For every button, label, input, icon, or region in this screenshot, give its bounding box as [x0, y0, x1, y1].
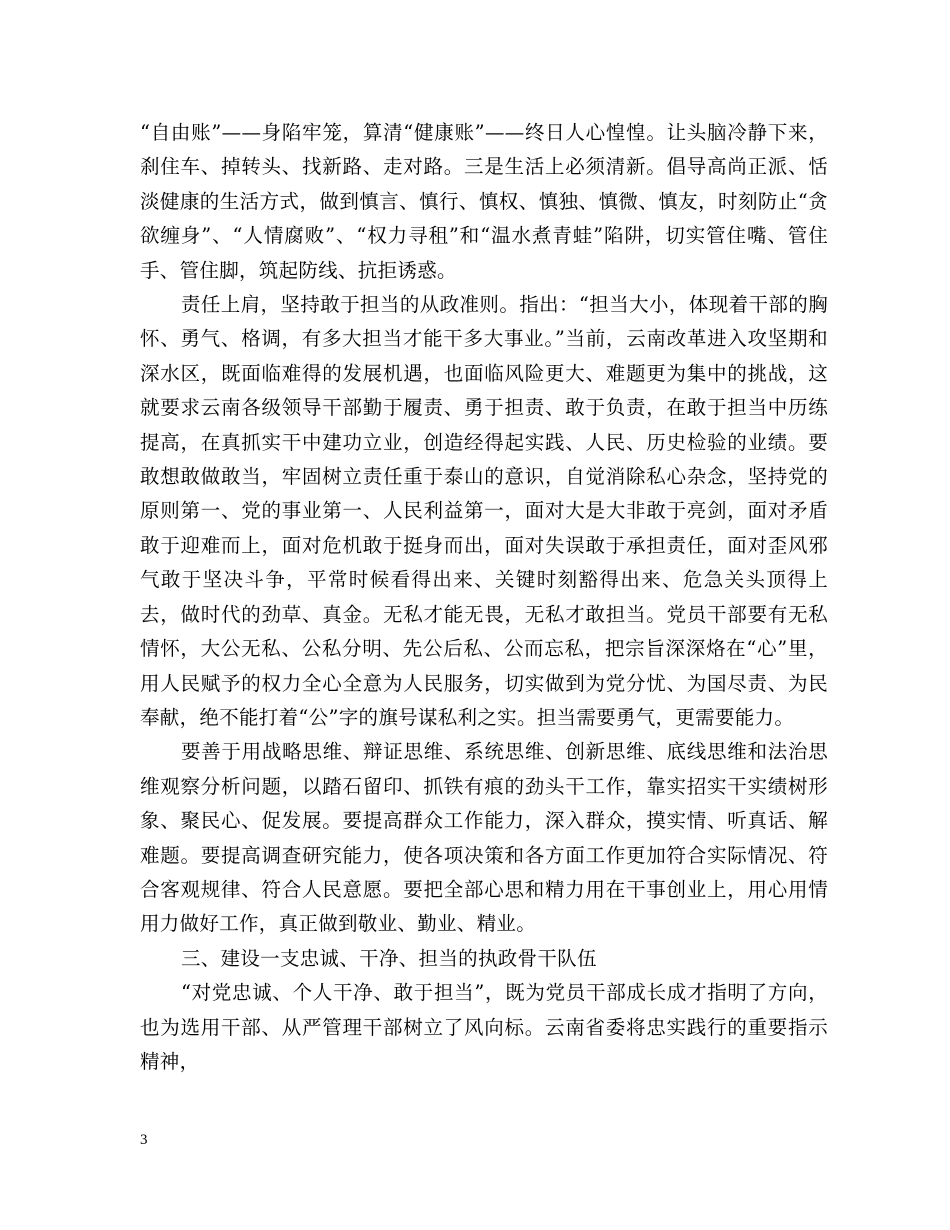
document-body [140, 116, 828, 1079]
paragraph-responsibility: 责任上肩，坚持敢于担当的从政准则。指出：“担当大小，体现着干部的胸怀、勇气、格调，有多大担当才能干多大事业。”当前，云南改革进入攻坚期和深水区，既面临难得的发展机遇，也面临风险更大、难题更为集中的挑战，这就要求云南各级领导干部勤于履责、勇于担责、敢于负责，在敢于担当中历练提高，在真抓实干中建功立业，创造经得起实践、人民、历史检验的业绩。要敢想敢做敢当，牢固树立责任重于泰山的意识，自觉消除私心杂念，坚持党的原则第一、党的事业第一、人民利益第一，面对大是大非敢于亮剑，面对矛盾敢于迎难而上，面对危机敢于挺身而出，面对失误敢于承担责任，面对歪风邪气敢于坚决斗争，平常时候看得出来、关键时刻豁得出来、危急关头顶得上去，做时代的劲草、真金。无私才能无畏，无私才敢担当。党员干部要有无私情怀，大公无私、公私分明、先公后私、公而忘私，把宗旨深深烙在“心”里，用人民赋予的权力全心全意为人民服务，切实做到为党分忧、为国尽责、为民奉献，绝不能打着“公”字的旗号谋私利之实。担当需要勇气，更需要能力。 [140, 293, 828, 729]
page-number: 3 [140, 1132, 148, 1148]
paragraph-thinking-skills: 要善于用战略思维、辩证思维、系统思维、创新思维、底线思维和法治思维观察分析问题，以踏石留印、抓铁有痕的劲头干工作，靠实招实干实绩树形象、聚民心、促发展。要提高群众工作能力，深入群众，摸实情、听真话、解难题。要提高调查研究能力，使各项决策和各方面工作更加符合实际情况、符合客观规律、符合人民意愿。要把全部心思和精力用在干事创业上，用心用情用力做好工作，真正做到敬业、勤业、精业。 [140, 740, 828, 936]
paragraph-continuation: “自由账”——身陷牢笼，算清“健康账”——终日人心惶惶。让头脑冷静下来，刹住车、掉转头、找新路、走对路。三是生活上必须清新。倡导高尚正派、恬淡健康的生活方式，做到慎言、慎行、慎权、慎独、慎微、慎友，时刻防止“贪欲缠身”、“人情腐败”、“权力寻租”和“温水煮青蛙”陷阱，切实管住嘴、管住手、管住脚，筑起防线、抗拒诱惑。 [140, 121, 828, 282]
section-heading: 三、建设一支忠诚、干净、担当的执政骨干队伍 [180, 946, 597, 970]
paragraph-loyalty: “对党忠诚、个人干净、敢于担当”，既为党员干部成长成才指明了方向，也为选用干部、从严管理干部树立了风向标。云南省委将忠实践行的重要指示精神， [140, 981, 828, 1073]
